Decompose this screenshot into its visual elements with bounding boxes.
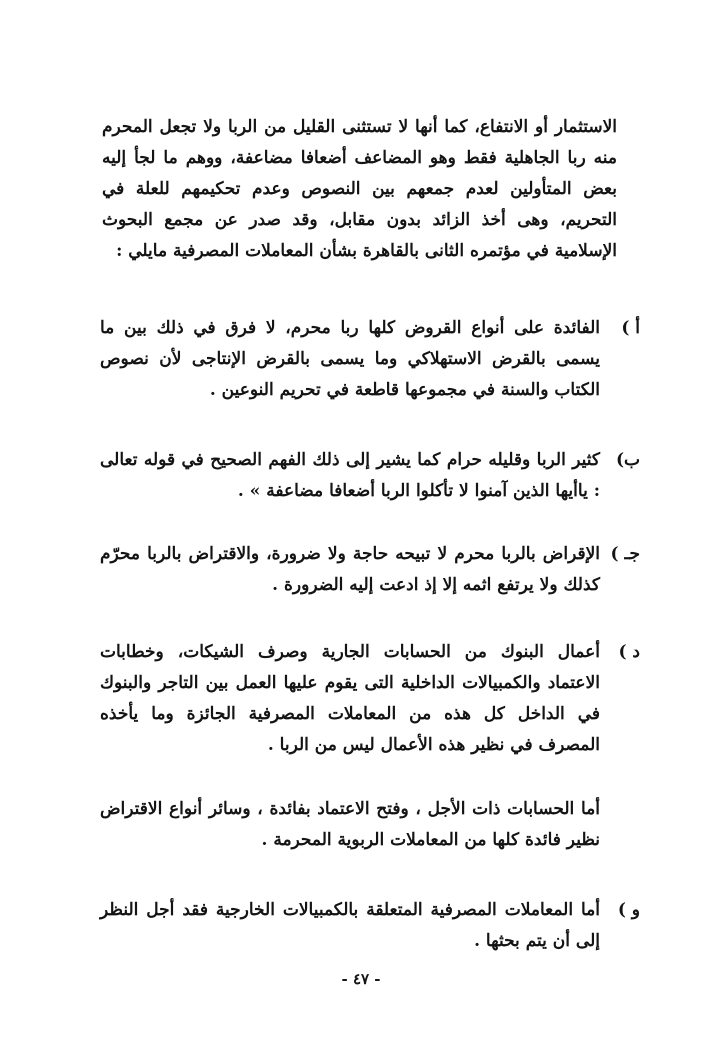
intro-paragraph: الاستثمار أو الانتفاع، كما أنها لا تستثنى القليل من الربا ولا تجعل المحرم منه ربا الجاهلية فقط وهو المضاعف أضعافا مضاعفة، ووهم ما لجأ إليه بعض المتأولين لعدم جمعهم بين النصوص وعدم تحكيمهم للعلة في التحريم، وهى أخذ الزائد بدون مقابل، وقد صدر عن مجمع البحوث الإسلامية في مؤتمره الثانى بالقاهرة بشأن المعاملات المصرفية مايلي : — [102, 117, 617, 261]
ruling-item-b — [100, 445, 640, 524]
item-text-d: أعمال البنوك من الحسابات الجارية وصرف الشيكات، وخطابات الاعتماد والكمبيالات الداخلية التى يقوم عليها العمل بين التاجر والبنوك في الداخل كل هذه من المعاملات المصرفية الجائزة وما يأخذه المصرف في نظير هذه الأعمال ليس من الربا . — [100, 642, 600, 755]
item-marker-w: و ) — [617, 900, 640, 920]
item-marker-a: أ ) — [621, 318, 640, 338]
ruling-item-d — [100, 637, 640, 778]
item-marker-c: جـ ) — [610, 544, 640, 564]
ruling-item-w — [100, 895, 640, 974]
item-marker-b: ب) — [615, 450, 640, 470]
page-number: - ٤٧ - — [341, 970, 381, 988]
item-text-c: الإقراض بالربا محرم لا تبيحه حاجة ولا ضرورة، والاقتراض بالربا محرّم كذلك ولا يرتفع اثمه إلا إذ ادعت إليه الضرورة . — [100, 544, 600, 595]
item-marker-d: د ) — [618, 642, 640, 662]
item-text-w: أما المعاملات المصرفية المتعلقة بالكمبيالات الخارجية فقد أجل النظر إلى أن يتم بحثها . — [100, 900, 600, 951]
item-text-b: كثير الربا وقليله حرام كما يشير إلى ذلك الفهم الصحيح في قوله تعالى : ياأيها الذين آمنوا لا تأكلوا الربا أضعافا مضاعفة » . — [100, 450, 600, 501]
ruling-item-c — [100, 539, 640, 618]
item-d-continuation: أما الحسابات ذات الأجل ، وفتح الاعتماد بفائدة ، وسائر أنواع الاقتراض نظير فائدة كلها من المعاملات الربوية المحرمة . — [100, 799, 600, 850]
item-text-a: الفائدة على أنواع القروض كلها ربا محرم، لا فرق في ذلك بين ما يسمى بالقرض الاستهلاكي وما يسمى بالقرض الإنتاجى لأن نصوص الكتاب والسنة في مجموعها قاطعة في تحريم النوعين . — [100, 318, 600, 400]
ruling-item-a — [100, 313, 640, 423]
